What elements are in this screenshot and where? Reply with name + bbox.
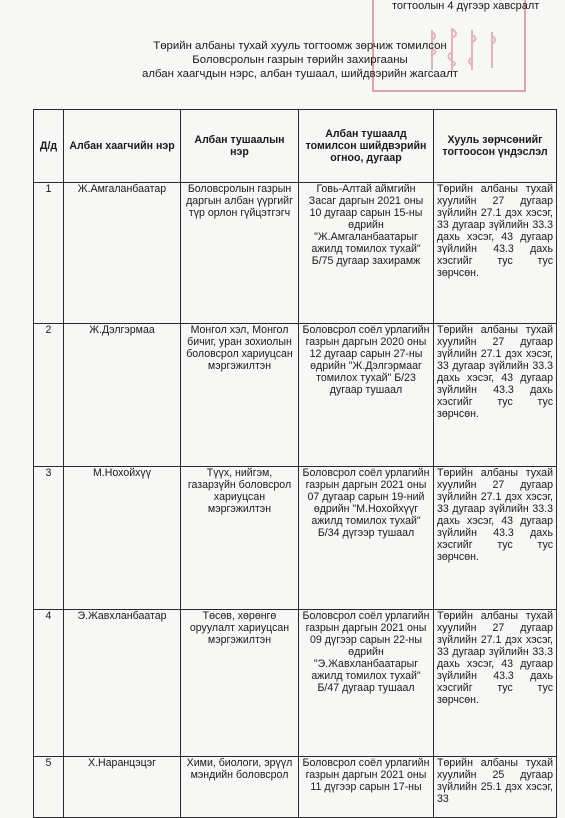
legal-basis: Төрийн албаны тухай хуулийн 25 дугаар зүйлийн 25.1 дэх хэсэг, 33	[434, 757, 557, 818]
annex-note: тогтоолын 4 дүгээр хавсралт	[392, 0, 540, 12]
table-row	[34, 324, 557, 467]
column-header-legal-basis: Хууль зөрчсөнийг тогтоосон үндэслэл	[434, 110, 557, 183]
appointment-decision: Боловсрол соёл урлагийн газрын даргын 2021 оны 09 дүгээр сарын 22-ны өдрийн "Э.Жавхланбаатарыг ажилд томилох тухай" Б/47 дугаар тушаал	[299, 610, 434, 757]
legal-basis: Төрийн албаны тухай хуулийн 27 дугаар зүйлийн 27.1 дэх хэсэг, 33 дугаар зүйлийн 33.3 дахь хэсэг, 43 дугаар зүйлийн 43.3 дахь хэсгийг тус тус зөрчсөн.	[434, 183, 557, 324]
position-title: Монгол хэл, Монгол бичиг, уран зохиолын боловсрол хариуцсан мэргэжилтэн	[181, 324, 299, 467]
row-number: 3	[34, 467, 64, 610]
row-number: 5	[34, 757, 64, 818]
appointment-decision: Боловсрол соёл урлагийн газрын даргын 2021 оны 11 дүгээр сарын 17-ны	[299, 757, 434, 818]
appointment-decision: Говь-Алтай аймгийн Засаг даргын 2021 оны 10 дугаар сарын 15-ны өдрийн "Ж.Амгаланбаатарыг ажилд томилох тухай" Б/75 дугаар захирамж	[299, 183, 434, 324]
employee-name: Э.Жавхланбаатар	[64, 610, 181, 757]
appointments-table	[33, 109, 557, 818]
row-number: 4	[34, 610, 64, 757]
table-header-row	[34, 110, 557, 183]
employee-name: Ж.Дэлгэрмаа	[64, 324, 181, 467]
title-line: Боловсролын газрын төрийн захиргааны	[192, 54, 408, 66]
table-row	[34, 183, 557, 324]
position-title: Төсөв, хөрөнгө оруулалт хариуцсан мэргэжилтэн	[181, 610, 299, 757]
table-row	[34, 757, 557, 818]
position-title: Түүх, нийгэм, газарзүйн боловсрол хариуцсан мэргэжилтэн	[181, 467, 299, 610]
position-title: Боловсролын газрын даргын албан үүргийг түр орлон гүйцэтгэгч	[181, 183, 299, 324]
appointment-decision: Боловсрол соёл урлагийн газрын даргын 2021 оны 07 дугаар сарын 19-ний өдрийн "М.Нохойхүүг ажилд томилох тухай" Б/34 дүгээр тушаал	[299, 467, 434, 610]
employee-name: М.Нохойхүү	[64, 467, 181, 610]
row-number: 1	[34, 183, 64, 324]
title-line: Төрийн албаны тухай хууль тогтоомж зөрчиж томилсон	[153, 40, 447, 52]
column-header-number: Д/д	[34, 110, 64, 183]
table-row	[34, 610, 557, 757]
appointment-decision: Боловсрол соёл урлагийн газрын даргын 2020 оны 12 дугаар сарын 27-ны өдрийн "Ж.Дэлгэрмааг томилох тухай" Б/23 дугаар тушаал	[299, 324, 434, 467]
column-header-decision: Албан тушаалд томилсон шийдвэрийн огноо, дугаар	[299, 110, 434, 183]
legal-basis: Төрийн албаны тухай хуулийн 27 дугаар зүйлийн 27.1 дэх хэсэг, 33 дугаар зүйлийн 33.3 дахь хэсэг, 43 дугаар зүйлийн 43.3 дахь хэсгийг тус тус зөрчсөн.	[434, 324, 557, 467]
employee-name: Х.Наранцэцэг	[64, 757, 181, 818]
row-number: 2	[34, 324, 64, 467]
column-header-employee-name: Албан хаагчийн нэр	[64, 110, 181, 183]
position-title: Хими, биологи, эрүүл мэндийн боловсрол	[181, 757, 299, 818]
employee-name: Ж.Амгаланбаатар	[64, 183, 181, 324]
column-header-position: Албан тушаалын нэр	[181, 110, 299, 183]
title-line: албан хаагчдын нэрс, албан тушаал, шийдвэрийн жагсаалт	[142, 68, 458, 80]
legal-basis: Төрийн албаны тухай хуулийн 27 дугаар зүйлийн 27.1 дэх хэсэг, 33 дугаар зүйлийн 33.3 дахь хэсэг, 43 дугаар зүйлийн 43.3 дахь хэсгийг тус тус зөрчсөн.	[434, 467, 557, 610]
legal-basis: Төрийн албаны тухай хуулийн 27 дугаар зүйлийн 27.1 дэх хэсэг, 33 дугаар зүйлийн 33.3 дахь хэсэг, 43 дугаар зүйлийн 43.3 дахь хэсгийг тус тус зөрчсөн.	[434, 610, 557, 757]
document-title	[100, 39, 500, 81]
table-row	[34, 467, 557, 610]
